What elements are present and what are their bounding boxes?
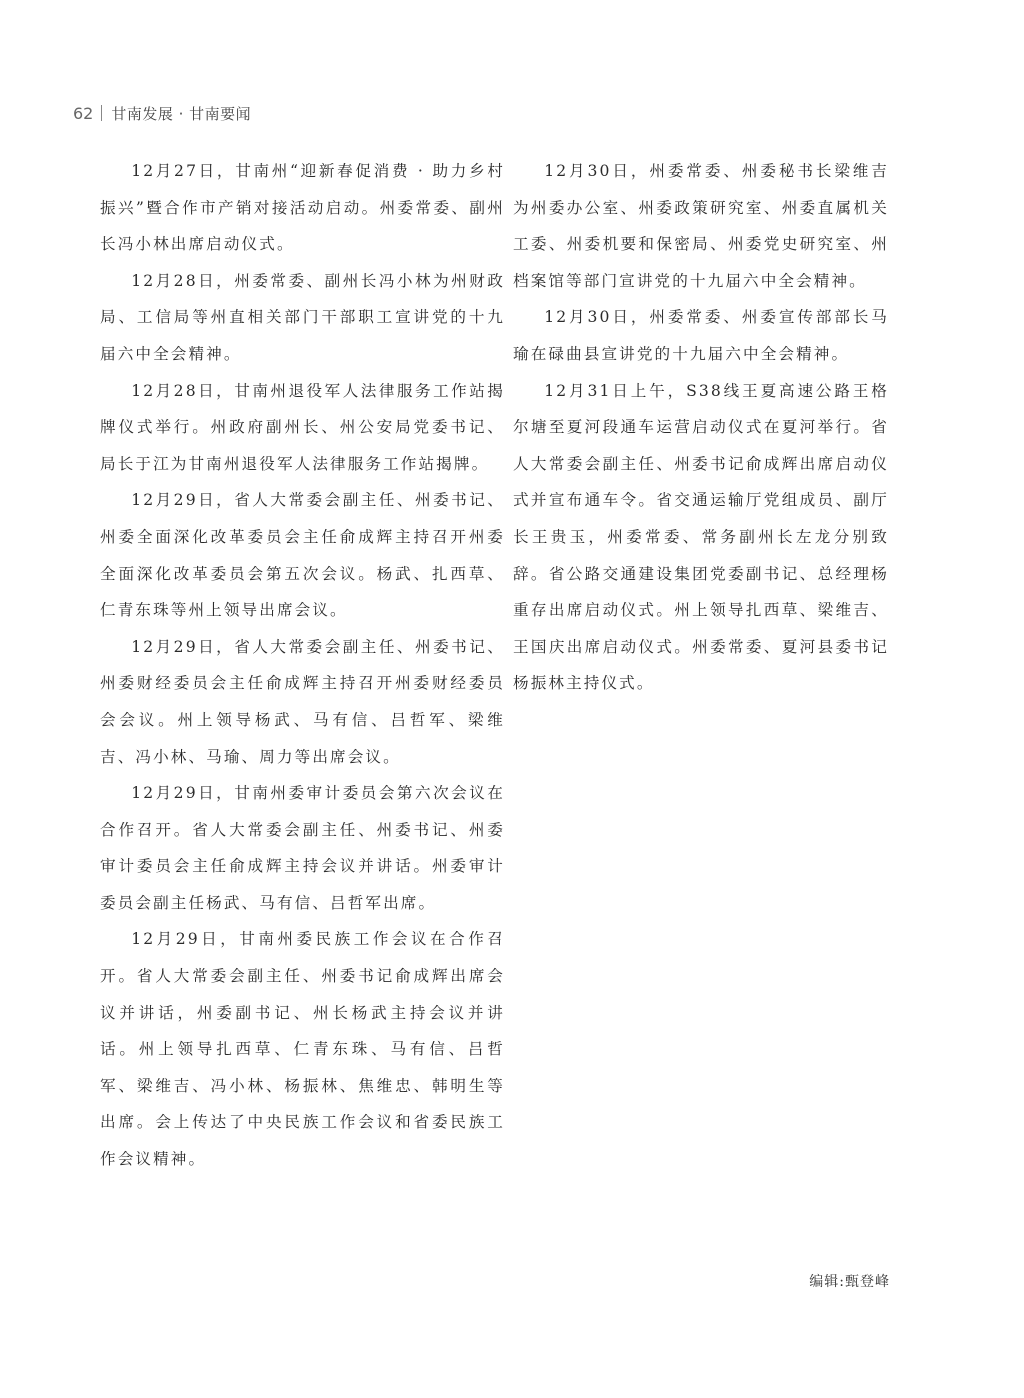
news-item: 12月31日上午，S38线王夏高速公路王格尔塘至夏河段通车运营启动仪式在夏河举行。省人大常委会副主任、州委书记俞成辉出席启动仪式并宣布通车令。省交通运输厅党组成员、副厅长王贵玉，州委常委、常务副州长左龙分别致辞。省公路交通建设集团党委副书记、总经理杨重存出席启动仪式。州上领导扎西草、梁维吉、王国庆出席启动仪式。州委常委、夏河县委书记杨振林主持仪式。	[513, 381, 889, 693]
news-item: 12月29日，甘南州委民族工作会议在合作召开。省人大常委会副主任、州委书记俞成辉出席会议并讲话，州委副书记、州长杨武主持会议并讲话。州上领导扎西草、仁青东珠、马有信、吕哲军、梁维吉、冯小林、杨振林、焦维忠、韩明生等出席。会上传达了中央民族工作会议和省委民族工作会议精神。	[100, 930, 505, 1169]
page-number: 62	[73, 103, 94, 123]
news-item: 12月29日，甘南州委审计委员会第六次会议在合作召开。省人大常委会副主任、州委书记、州委审计委员会主任俞成辉主持会议并讲话。州委审计委员会副主任杨武、马有信、吕哲军出席。	[100, 784, 505, 912]
news-item: 12月28日，甘南州退役军人法律服务工作站揭牌仪式举行。州政府副州长、州公安局党委书记、局长于江为甘南州退役军人法律服务工作站揭牌。	[100, 381, 505, 473]
news-item: 12月27日，甘南州“迎新春促消费 · 助力乡村振兴”暨合作市产销对接活动启动。州委常委、副州长冯小林出席启动仪式。	[100, 162, 505, 254]
news-item: 12月30日，州委常委、州委秘书长梁维吉为州委办公室、州委政策研究室、州委直属机关工委、州委机要和保密局、州委党史研究室、州档案馆等部门宣讲党的十九届六中全会精神。	[513, 162, 889, 290]
news-item: 12月30日，州委常委、州委宣传部部长马瑜在碌曲县宣讲党的十九届六中全会精神。	[513, 308, 889, 363]
section-title: 甘南发展 · 甘南要闻	[111, 104, 252, 123]
editor-credit: 编辑:甄登峰	[809, 1274, 890, 1290]
left-column	[100, 153, 505, 1178]
right-column	[513, 153, 889, 702]
header-divider	[101, 105, 102, 121]
news-item: 12月29日，省人大常委会副主任、州委书记、州委财经委员会主任俞成辉主持召开州委财经委员会会议。州上领导杨武、马有信、吕哲军、梁维吉、冯小林、马瑜、周力等出席会议。	[100, 637, 505, 766]
news-item: 12月28日，州委常委、副州长冯小林为州财政局、工信局等州直相关部门干部职工宣讲党的十九届六中全会精神。	[100, 271, 505, 363]
news-item: 12月29日，省人大常委会副主任、州委书记、州委全面深化改革委员会主任俞成辉主持召开州委全面深化改革委员会第五次会议。杨武、扎西草、仁青东珠等州上领导出席会议。	[100, 491, 505, 620]
page-header	[73, 100, 251, 126]
